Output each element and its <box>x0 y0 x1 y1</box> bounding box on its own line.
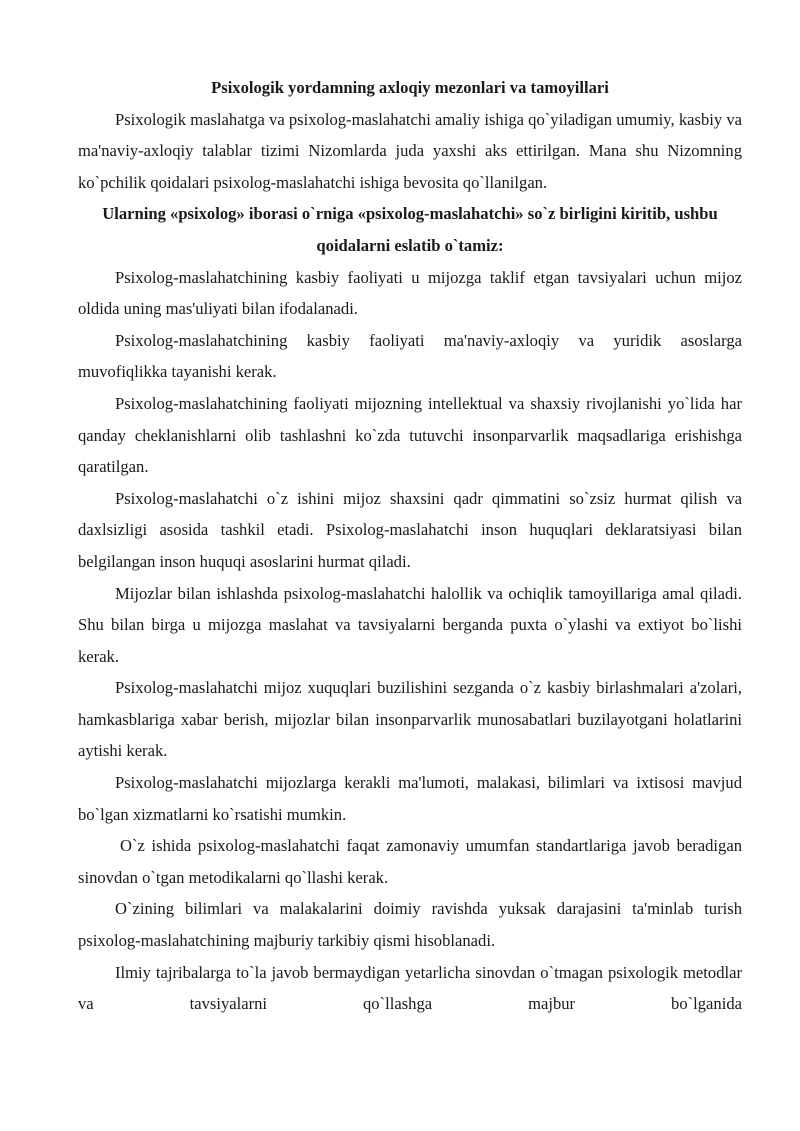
paragraph: Psixolog-maslahatchi o`z ishini mijoz shaxsini qadr qimmatini so`zsiz hurmat qilish va daxlsizligi asosida tashkil etadi. Psixolog-maslahatchi inson huquqlari deklaratsiyasi bilan belgilangan inson huquqi asoslarini hurmat qiladi. <box>78 488 742 571</box>
paragraph: Mijozlar bilan ishlashda psixolog-maslahatchi halollik va ochiqlik tamoyillariga amal qiladi. Shu bilan birga u mijozga maslahat va tavsiyalarni berganda puxta o`ylashi va extiyot bo`lishi kerak. <box>78 583 742 666</box>
intro-paragraph: Psixologik maslahatga va psixolog-maslahatchi amaliy ishiga qo`yiladigan umumiy, kasbiy va ma'naviy-axloqiy talablar tizimi Nizomlarda juda yaxshi aks ettirilgan. Mana shu Nizomning ko`pchilik qoidalari psixolog-maslahatchi ishiga bevosita qo`llanilgan. <box>78 109 742 192</box>
paragraph: Psixolog-maslahatchi mijoz xuquqlari buzilishini sezganda o`z kasbiy birlashmalari a'zolari, hamkasblariga xabar berish, mijozlar bilan insonparvarlik munosabatlari buzilayotgani holatlarini aytishi kerak. <box>78 678 742 761</box>
subheading: Ularning «psixolog» iborasi o`rniga «psixolog-maslahatchi» so`z birligini kiritib, ushbu qoidalarni eslatib o`tamiz: <box>102 204 718 255</box>
paragraph: Psixolog-maslahatchining kasbiy faoliyati ma'naviy-axloqiy va yuridik asoslarga muvofiqlikka tayanishi kerak. <box>78 330 742 382</box>
paragraph: Psixolog-maslahatchi mijozlarga kerakli ma'lumoti, malakasi, bilimlari va ixtisosi mavjud bo`lgan xizmatlarni ko`rsatishi mumkin. <box>78 773 742 824</box>
paragraph: O`zining bilimlari va malakalarini doimiy ravishda yuksak darajasini ta'minlab turish psixolog-maslahatchining majburiy tarkibiy qismi hisoblanadi. <box>78 899 742 951</box>
paragraph: Ilmiy tajribalarga to`la javob bermaydigan yetarlicha sinovdan o`tmagan psixologik metodlar va tavsiyalarni qo`llashga majbur bo`lganida <box>78 962 742 1014</box>
paragraph: Psixolog-maslahatchining kasbiy faoliyati u mijozga taklif etgan tavsiyalari uchun mijoz oldida uning mas'uliyati bilan ifodalanadi. <box>78 267 742 319</box>
paragraph: Psixolog-maslahatchining faoliyati mijozning intellektual va shaxsiy rivojlanishi yo`lida har qanday cheklanishlarni olib tashlashni ko`zda tutuvchi insonparvarlik maqsadlariga erishishga qaratilgan. <box>78 393 742 477</box>
document-page <box>78 72 742 1020</box>
document-title: Psixologik yordamning axloqiy mezonlari va tamoyillari <box>211 78 609 97</box>
paragraph: O`z ishida psixolog-maslahatchi faqat zamonaviy umumfan standartlariga javob beradigan sinovdan o`tgan metodikalarni qo`llashi kerak. <box>78 836 742 887</box>
